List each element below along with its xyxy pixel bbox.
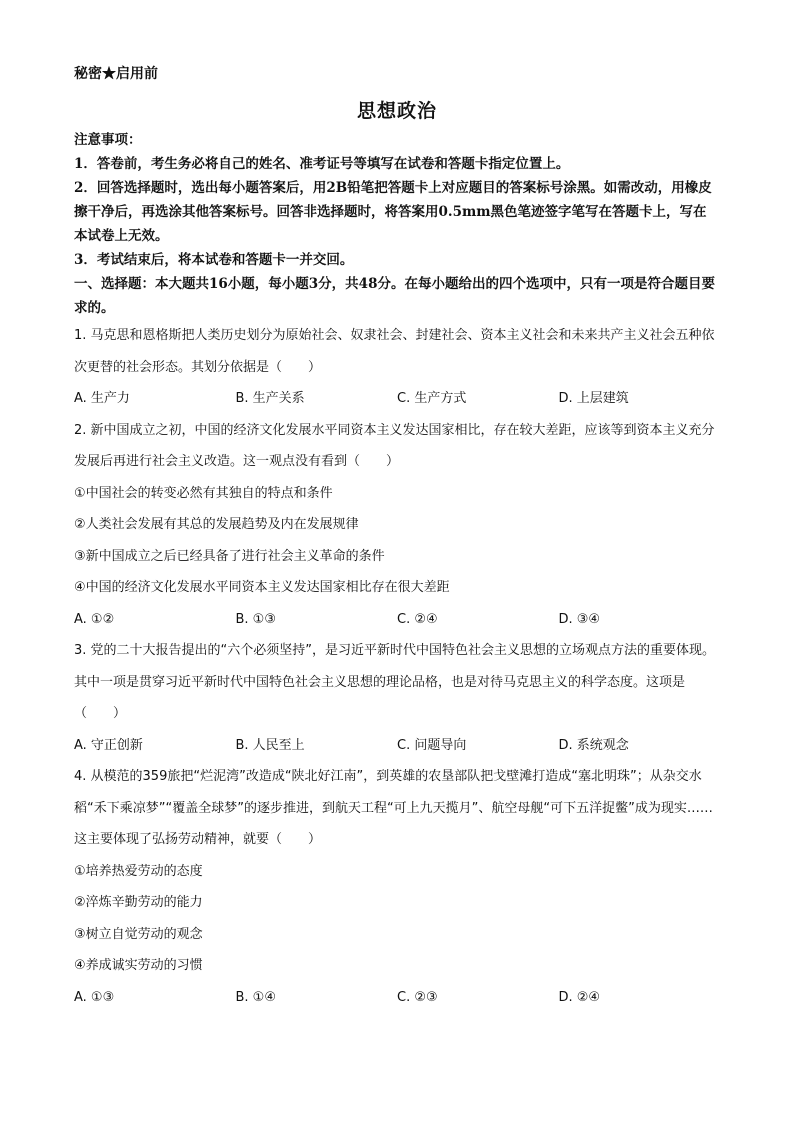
option-row: [74, 604, 720, 636]
option-a: A. 生产力: [74, 391, 130, 406]
option-b: B. ①③: [235, 611, 276, 627]
statement: ④养成诚实劳动的习惯: [74, 958, 203, 973]
exam-content: [74, 128, 720, 1013]
option-row: [74, 383, 720, 415]
question-stem: 4. 从模范的359旅把“烂泥湾”改造成“陕北好江南”，到英雄的农垦部队把戈壁滩打造成“塞北明珠”；从杂交水稻“禾下乘凉梦”“覆盖全球梦”的逐步推进，到航天工程“可上九天揽月”、航空母舰“可下五洋捉鳖”成为现实……这主要体现了弘扬劳动精神，就要（ ）: [74, 769, 713, 847]
option-c: C. ②③: [397, 989, 438, 1005]
question-4: [74, 761, 720, 1013]
option-a: A. ①②: [74, 611, 115, 627]
option-a: A. ①③: [74, 989, 115, 1005]
option-c: C. 问题导向: [397, 737, 467, 753]
statement: ①培养热爱劳动的态度: [74, 863, 203, 879]
section-heading: 一、选择题：本大题共16小题，每小题3分，共48分。在每小题给出的四个选项中，只有一项是符合题目要求的。: [74, 276, 715, 316]
option-b: B. 人民至上: [235, 737, 305, 753]
option-d: D. ③④: [558, 611, 601, 627]
option-c: C. 生产方式: [397, 391, 467, 406]
option-d: D. ②④: [558, 989, 601, 1005]
statement: ②人类社会发展有其总的发展趋势及内在发展规律: [74, 517, 359, 532]
question-stem: 3. 党的二十大报告提出的“六个必须坚持”，是习近平新时代中国特色社会主义思想的立场观点方法的重要体现。其中一项是贯穿习近平新时代中国特色社会主义思想的理论品格，也是对待马克思主义的科学态度。这项是（ ）: [74, 643, 716, 721]
question-2: [74, 415, 720, 636]
notice-item: 1．答卷前，考生务必将自己的姓名、准考证号等填写在试卷和答题卡指定位置上。: [74, 156, 570, 172]
page-title: 思想政治: [356, 100, 437, 122]
notice-block: [74, 128, 720, 320]
option-row: [74, 730, 720, 762]
option-row: [74, 982, 720, 1014]
statement: ③新中国成立之后已经具备了进行社会主义革命的条件: [74, 548, 385, 564]
question-stem: 1. 马克思和恩格斯把人类历史划分为原始社会、奴隶社会、封建社会、资本主义社会和未来共产主义社会五种依次更替的社会形态。其划分依据是（ ）: [74, 328, 715, 375]
statement: ③树立自觉劳动的观念: [74, 926, 203, 942]
statement: ②淬炼辛勤劳动的能力: [74, 895, 203, 910]
option-a: A. 守正创新: [74, 737, 143, 753]
notice-heading: 注意事项：: [74, 132, 142, 148]
question-3: [74, 635, 720, 761]
statement: ①中国社会的转变必然有其独自的特点和条件: [74, 485, 333, 501]
notice-item: 2．回答选择题时，选出每小题答案后，用2B铅笔把答题卡上对应题目的答案标号涂黑。如需改动，用橡皮擦干净后，再选涂其他答案标号。回答非选择题时，将答案用0.5mm黑色笔迹签字笔写在答题卡上，写在本试卷上无效。: [74, 180, 712, 244]
option-b: B. ①④: [235, 989, 276, 1005]
option-d: D. 上层建筑: [558, 391, 629, 406]
option-c: C. ②④: [397, 611, 438, 627]
option-d: D. 系统观念: [558, 737, 629, 753]
question-1: [74, 320, 720, 415]
option-b: B. 生产关系: [235, 391, 305, 406]
statement: ④中国的经济文化发展水平同资本主义发达国家相比存在很大差距: [74, 580, 450, 595]
notice-item: 3．考试结束后，将本试卷和答题卡一并交回。: [74, 252, 354, 268]
question-stem: 2. 新中国成立之初，中国的经济文化发展水平同资本主义发达国家相比，存在较大差距，应该等到资本主义充分发展后再进行社会主义改造。这一观点没有看到（ ）: [74, 422, 715, 469]
secret-label: 秘密★启用前: [74, 66, 158, 82]
